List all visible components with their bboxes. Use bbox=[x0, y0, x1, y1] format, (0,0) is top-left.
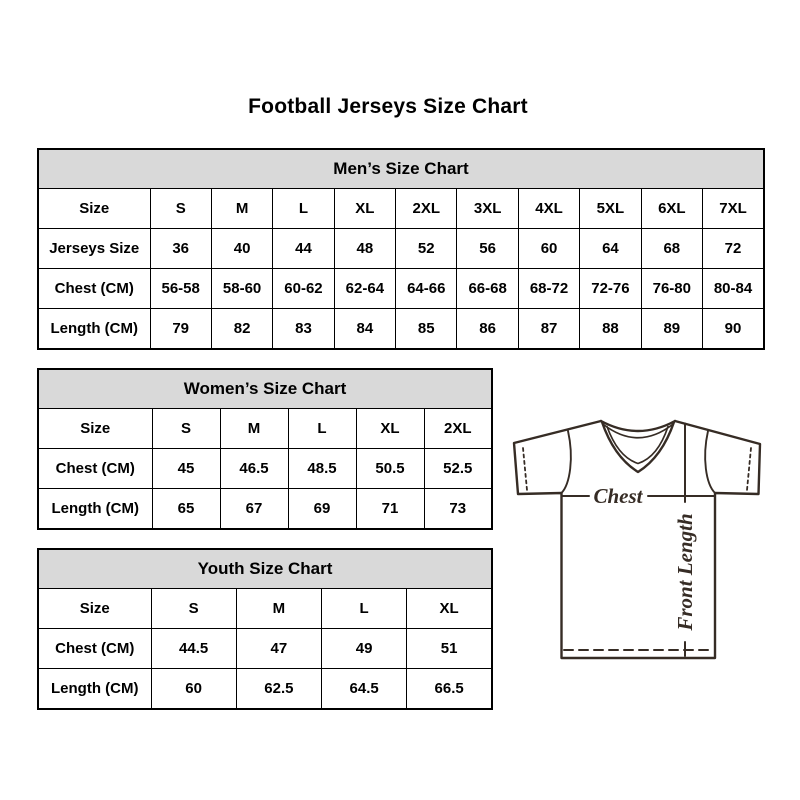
size-cell: 48 bbox=[334, 229, 395, 269]
table-row bbox=[38, 309, 764, 350]
chest-measure-label: Chest bbox=[593, 484, 643, 508]
size-cell: 86 bbox=[457, 309, 518, 350]
size-cell: 52 bbox=[396, 229, 457, 269]
size-cell: 58-60 bbox=[211, 269, 272, 309]
row-label: Length (CM) bbox=[38, 489, 152, 530]
size-cell: 48.5 bbox=[288, 449, 356, 489]
size-cell: M bbox=[220, 409, 288, 449]
size-cell: M bbox=[236, 589, 321, 629]
size-cell: 66-68 bbox=[457, 269, 518, 309]
size-cell: 80-84 bbox=[703, 269, 764, 309]
size-cell: S bbox=[150, 189, 211, 229]
row-label: Chest (CM) bbox=[38, 269, 150, 309]
womens-size-table bbox=[37, 368, 493, 530]
size-cell: 67 bbox=[220, 489, 288, 530]
size-cell: 72 bbox=[703, 229, 764, 269]
size-cell: 90 bbox=[703, 309, 764, 350]
size-cell: 73 bbox=[424, 489, 492, 530]
size-cell: 49 bbox=[322, 629, 407, 669]
table-title: Youth Size Chart bbox=[38, 549, 492, 589]
mens-size-table bbox=[37, 148, 765, 350]
size-cell: 71 bbox=[356, 489, 424, 530]
size-cell: 88 bbox=[580, 309, 641, 350]
size-cell: 6XL bbox=[641, 189, 702, 229]
table-row bbox=[38, 189, 764, 229]
row-label: Size bbox=[38, 189, 150, 229]
table-title: Women’s Size Chart bbox=[38, 369, 492, 409]
size-cell: XL bbox=[334, 189, 395, 229]
size-cell: 83 bbox=[273, 309, 334, 350]
size-cell: S bbox=[151, 589, 236, 629]
size-cell: 47 bbox=[236, 629, 321, 669]
table-row bbox=[38, 629, 492, 669]
size-cell: 56 bbox=[457, 229, 518, 269]
size-cell: 56-58 bbox=[150, 269, 211, 309]
row-label: Size bbox=[38, 409, 152, 449]
size-cell: L bbox=[288, 409, 356, 449]
row-label: Length (CM) bbox=[38, 669, 151, 710]
left-armhole-seam bbox=[562, 431, 571, 493]
table-row bbox=[38, 449, 492, 489]
jersey-outline bbox=[514, 421, 760, 658]
size-cell: 87 bbox=[518, 309, 579, 350]
table-row bbox=[38, 669, 492, 710]
size-cell: 82 bbox=[211, 309, 272, 350]
size-cell: 60-62 bbox=[273, 269, 334, 309]
size-cell: 64 bbox=[580, 229, 641, 269]
size-cell: 68 bbox=[641, 229, 702, 269]
youth-size-table bbox=[37, 548, 493, 710]
row-label: Chest (CM) bbox=[38, 629, 151, 669]
table-row bbox=[38, 489, 492, 530]
table-row bbox=[38, 269, 764, 309]
size-cell: 3XL bbox=[457, 189, 518, 229]
size-cell: 72-76 bbox=[580, 269, 641, 309]
size-cell: 60 bbox=[518, 229, 579, 269]
table-title: Men’s Size Chart bbox=[38, 149, 764, 189]
size-cell: 65 bbox=[152, 489, 220, 530]
table-row bbox=[38, 229, 764, 269]
size-cell: 2XL bbox=[396, 189, 457, 229]
table-row bbox=[38, 589, 492, 629]
right-cuff-stitch-dashes bbox=[747, 448, 751, 490]
row-label: Length (CM) bbox=[38, 309, 150, 350]
size-cell: 51 bbox=[407, 629, 492, 669]
size-cell: 68-72 bbox=[518, 269, 579, 309]
size-cell: 85 bbox=[396, 309, 457, 350]
vneck-outer-line bbox=[602, 422, 674, 472]
row-label: Size bbox=[38, 589, 151, 629]
page-title: Football Jerseys Size Chart bbox=[248, 95, 528, 118]
size-cell: S bbox=[152, 409, 220, 449]
size-cell: 45 bbox=[152, 449, 220, 489]
size-cell: XL bbox=[407, 589, 492, 629]
size-cell: 44 bbox=[273, 229, 334, 269]
size-cell: L bbox=[273, 189, 334, 229]
size-cell: 69 bbox=[288, 489, 356, 530]
jersey-measurement-diagram bbox=[500, 400, 778, 685]
size-cell: 7XL bbox=[703, 189, 764, 229]
size-cell: 46.5 bbox=[220, 449, 288, 489]
size-cell: 36 bbox=[150, 229, 211, 269]
size-cell: 62-64 bbox=[334, 269, 395, 309]
size-cell: 40 bbox=[211, 229, 272, 269]
size-cell: 76-80 bbox=[641, 269, 702, 309]
size-cell: 64.5 bbox=[322, 669, 407, 710]
row-label: Jerseys Size bbox=[38, 229, 150, 269]
size-cell: 62.5 bbox=[236, 669, 321, 710]
size-cell: 66.5 bbox=[407, 669, 492, 710]
size-cell: 89 bbox=[641, 309, 702, 350]
size-cell: XL bbox=[356, 409, 424, 449]
front-length-measure-label: Front Length bbox=[673, 513, 697, 631]
size-cell: 64-66 bbox=[396, 269, 457, 309]
table-row bbox=[38, 409, 492, 449]
size-cell: 84 bbox=[334, 309, 395, 350]
row-label: Chest (CM) bbox=[38, 449, 152, 489]
size-cell: 44.5 bbox=[151, 629, 236, 669]
size-cell: 5XL bbox=[580, 189, 641, 229]
size-cell: 4XL bbox=[518, 189, 579, 229]
right-armhole-seam bbox=[705, 431, 715, 493]
size-cell: 60 bbox=[151, 669, 236, 710]
size-cell: 79 bbox=[150, 309, 211, 350]
size-cell: M bbox=[211, 189, 272, 229]
size-cell: 52.5 bbox=[424, 449, 492, 489]
size-cell: 2XL bbox=[424, 409, 492, 449]
size-cell: 50.5 bbox=[356, 449, 424, 489]
size-cell: L bbox=[322, 589, 407, 629]
left-cuff-stitch-dashes bbox=[523, 448, 527, 490]
